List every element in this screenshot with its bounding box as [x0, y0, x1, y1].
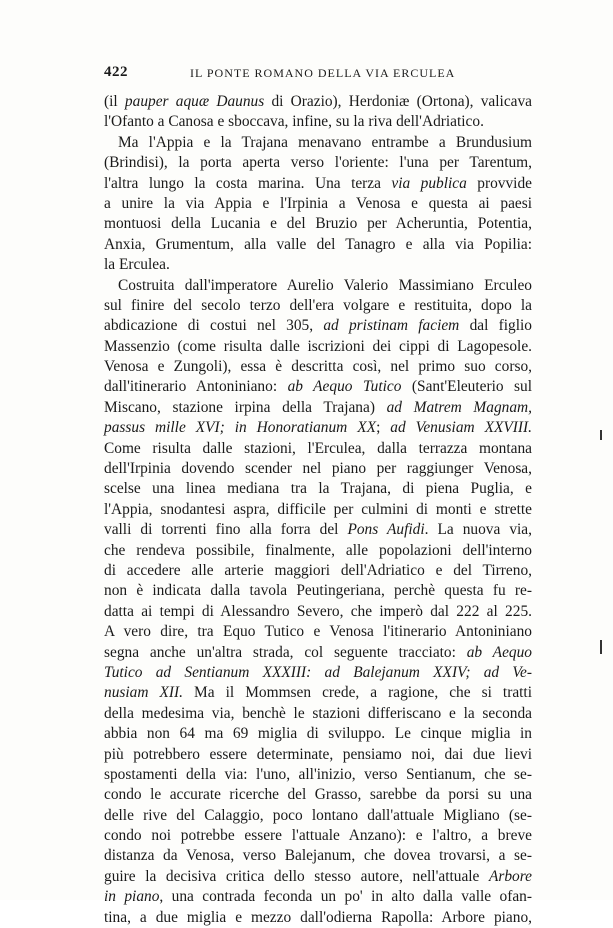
text-segment: l'Ofanto a Canosa e sboccava, infine, su la riva dell'Adriatico.	[104, 113, 484, 131]
text-segment: , una contrada feconda un po' in alto dalla valle ofan-	[159, 888, 532, 906]
text-line	[104, 745, 532, 765]
text-line	[104, 133, 532, 153]
text-line	[104, 806, 532, 826]
text-body	[104, 92, 532, 928]
text-line	[104, 377, 532, 397]
page-number: 422	[104, 64, 128, 80]
text-line	[104, 561, 532, 581]
text-segment: Come risulta dalle stazioni, l'Erculea, dalla terrazza montana	[104, 439, 532, 457]
text-segment: condo noi potrebbe essere l'attuale Anzano): e l'altro, a breve	[104, 827, 532, 845]
italic-text: in piano	[104, 888, 160, 906]
text-line	[104, 418, 532, 438]
text-line	[104, 846, 532, 866]
text-segment: delle rive del Calaggio, poco lontano dall'attuale Migliano (se-	[104, 806, 532, 824]
text-segment: montuosi della Lucania e del Bruzio per Acheruntia, Potentia,	[104, 215, 532, 233]
text-line	[104, 520, 532, 540]
text-segment: di accedere alle arterie maggiori dell'Adriatico e del Tirreno,	[104, 561, 532, 579]
text-segment: datta ai tempi di Alessandro Severo, che imperò dal 222 al 225.	[104, 602, 532, 620]
text-segment: Miscano, stazione irpina della Trajana)	[104, 398, 387, 416]
text-line	[104, 581, 532, 601]
italic-text: via publica	[391, 174, 467, 192]
italic-text: Tutico ad Sentianum XXXIII: ad Balejanum XXIV; ad Ve-	[104, 663, 532, 681]
text-segment: di Orazio), Herdoniæ (Ortona), valicava	[264, 93, 533, 110]
text-line	[104, 500, 532, 520]
text-line	[104, 214, 532, 234]
text-segment: Costruita dall'imperatore Aurelio Valerio Massimiano Erculeo	[118, 276, 532, 294]
text-segment: Anxia, Grumentum, alla valle del Tanagro e alla via Popilia:	[104, 235, 532, 253]
text-segment: condo le accurate ricerche del Grasso, sarebbe da porsi su una	[104, 786, 532, 804]
text-segment: distanza da Venosa, verso Balejanum, che dovea trovarsi, a se-	[104, 847, 532, 865]
text-line	[104, 255, 532, 275]
text-segment: l'Appia, snodantesi aspra, difficile per culmini di monti e strette	[104, 500, 532, 518]
text-line	[104, 316, 532, 336]
text-line	[104, 643, 532, 663]
margin-mark	[600, 640, 602, 654]
text-line	[104, 908, 532, 928]
italic-text: pauper aquæ Daunus	[124, 93, 265, 110]
text-line	[104, 459, 532, 479]
text-line	[104, 439, 532, 459]
margin-mark	[600, 430, 602, 440]
text-segment: più potrebbero essere determinate, pensiamo noi, dai due lievi	[104, 745, 532, 763]
text-line	[104, 398, 532, 418]
text-line	[104, 541, 532, 561]
text-line	[104, 785, 532, 805]
text-segment: sul finire del secolo terzo dell'era volgare e restituita, dopo la	[104, 296, 532, 314]
text-line	[104, 194, 532, 214]
text-segment: (Brindisi), la porta aperta verso l'oriente: l'una per Tarentum,	[104, 154, 532, 172]
text-line	[104, 112, 532, 132]
text-segment: (Sant'Eleuterio sul	[401, 378, 533, 396]
text-segment: (il	[104, 93, 125, 110]
page-header	[104, 64, 532, 84]
text-segment: provvide	[466, 174, 532, 192]
text-line	[104, 276, 532, 296]
text-line	[104, 153, 532, 173]
italic-text: Pons Aufidi	[347, 521, 425, 539]
italic-text: ad Venusiam XXVIII.	[390, 419, 533, 437]
text-segment: dal figlio	[459, 317, 532, 335]
text-segment: Ma l'Appia e la Trajana menavano entrambe a Brundusium	[118, 133, 532, 151]
text-segment: A vero dire, tra Equo Tutico e Venosa l'itinerario Antoniniano	[104, 623, 532, 641]
text-line	[104, 174, 532, 194]
italic-text: Arbore	[488, 867, 532, 885]
text-segment: tina, a due miglia e mezzo dall'odierna Rapolla: Arbore piano,	[104, 908, 532, 926]
text-segment: la Erculea.	[104, 256, 170, 274]
text-segment: non è indicata dalla tavola Peutingeriana, perchè questa fu re-	[104, 582, 532, 600]
text-segment: a unire la via Appia e l'Irpinia a Venosa e questa ai paesi	[104, 194, 532, 212]
text-line	[104, 357, 532, 377]
text-segment: abbia non 64 ma 69 miglia di sviluppo. Le cinque miglia in	[104, 725, 532, 743]
text-segment: valli di torrenti fino alla forra del	[104, 521, 348, 539]
text-line	[104, 724, 532, 744]
text-line	[104, 663, 532, 683]
text-line	[104, 765, 532, 785]
text-segment: ;	[376, 419, 391, 437]
text-line	[104, 92, 532, 112]
running-title: IL PONTE ROMANO DELLA VIA ERCULEA	[190, 66, 456, 80]
text-segment: abdicazione di costui nel 305,	[104, 317, 324, 335]
text-segment: dell'Irpinia dovendo scender nel piano per raggiunger Venosa,	[104, 460, 532, 478]
text-segment: spostamenti della via: l'uno, all'inizio, verso Sentianum, che se-	[104, 765, 532, 783]
text-line	[104, 704, 532, 724]
text-segment: della medesima via, benchè le stazioni differiscano e la seconda	[104, 704, 532, 722]
text-segment: Massenzio (come risulta dalle iscrizioni dei cippi di Lagopesole.	[104, 337, 532, 355]
text-line	[104, 479, 532, 499]
text-line	[104, 337, 532, 357]
text-segment: scelse una linea mediana tra la Trajana, di piena Puglia, e	[104, 480, 532, 498]
text-line	[104, 887, 532, 907]
text-line	[104, 622, 532, 642]
text-line	[104, 296, 532, 316]
text-segment: che rendeva possibile, finalmente, alle popolazioni dell'interno	[104, 541, 532, 559]
text-line	[104, 602, 532, 622]
italic-text: ab Aequo	[466, 643, 532, 661]
italic-text: ad Matrem Magnam,	[386, 398, 532, 416]
italic-text: ad pristinam faciem	[323, 317, 460, 335]
text-segment: Ma il Mommsen crede, a ragione, che si tratti	[183, 684, 532, 702]
text-segment: . La nuova via,	[424, 521, 532, 539]
text-line	[104, 826, 532, 846]
text-segment: guire la decisiva critica dello stesso autore, nell'attuale	[104, 867, 489, 885]
text-segment: l'altra lungo la costa marina. Una terza	[104, 174, 392, 192]
text-line	[104, 235, 532, 255]
text-line	[104, 683, 532, 703]
text-segment: segna anche un'altra strada, col seguente tracciato:	[104, 643, 467, 661]
italic-text: ab Aequo Tutico	[287, 378, 402, 396]
italic-text: nusiam XII.	[104, 684, 184, 702]
text-line	[104, 867, 532, 887]
text-segment: dall'itinerario Antoniniano:	[104, 378, 288, 396]
text-segment: Venosa e Zungoli), essa è descritta così, nel primo suo corso,	[104, 358, 532, 376]
italic-text: passus mille XVI; in Honoratianum XX	[104, 419, 377, 437]
